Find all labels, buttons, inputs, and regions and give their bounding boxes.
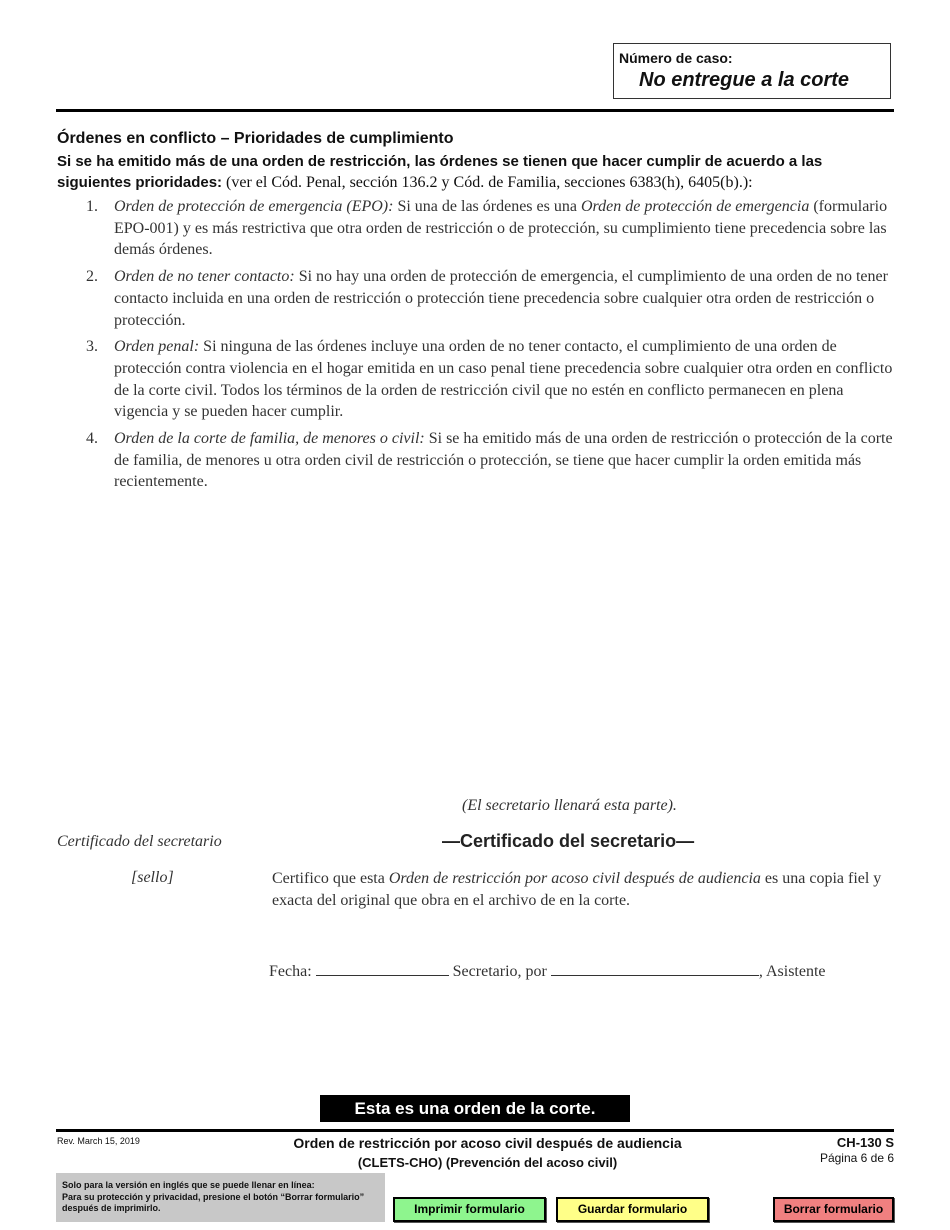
save-form-button[interactable]: Guardar formulario <box>556 1197 709 1222</box>
court-order-banner: Esta es una orden de la corte. <box>320 1095 630 1122</box>
certify-form-name: Orden de restricción por acoso civil después de audiencia <box>388 870 761 887</box>
seal-placeholder: [sello] <box>131 869 174 886</box>
priority-text-rest: (formulario EPO-001) y es más restrictiva que otra orden de restricción o de protección, su cumplimiento tiene precedencia sobre las demás órdenes. <box>114 198 888 259</box>
intro-reference: (ver el Cód. Penal, sección 136.2 y Cód. de Familia, secciones 6383(h), 6405(b).): <box>222 174 753 191</box>
priority-item <box>86 196 894 261</box>
date-field[interactable] <box>316 961 449 976</box>
signature-line <box>269 961 826 981</box>
notice-line-1: Solo para la versión en inglés que se puede llenar en línea: <box>62 1180 315 1190</box>
clerk-certificate-heading: —Certificado del secretario— <box>442 831 695 851</box>
top-divider <box>56 109 894 112</box>
form-subtitle: (CLETS-CHO) (Prevención del acoso civil) <box>357 1155 618 1170</box>
clerk-by-label: Secretario, por <box>448 963 551 980</box>
priority-number: 3. <box>86 338 98 356</box>
page-number: Página 6 de 6 <box>819 1151 894 1165</box>
revision-date: Rev. March 15, 2019 <box>57 1136 140 1146</box>
form-title-main: Orden de restricción por acoso civil después de audiencia <box>293 1135 682 1151</box>
priority-title: Orden de protección de emergencia (EPO): <box>114 198 394 215</box>
privacy-notice <box>56 1173 385 1222</box>
priority-item <box>86 336 894 423</box>
deputy-label: , Asistente <box>758 963 826 980</box>
intro-bold-text: Si se ha emitido más de una orden de restricción, las órdenes se tienen que hacer cumplir de acuerdo a las siguientes prioridades: <box>57 153 823 191</box>
clerk-side-label: Certificado del secretario <box>57 833 222 850</box>
certification-text <box>272 868 892 912</box>
certify-text-end: es una copia fiel y exacta del original que obra en el archivo de en la corte. <box>272 870 882 909</box>
priority-number: 2. <box>86 268 98 286</box>
priority-text: Si una de las órdenes es una <box>393 198 581 215</box>
priority-number: 4. <box>86 430 98 448</box>
priority-title: Orden de la corte de familia, de menores o civil: <box>114 430 425 448</box>
print-form-button[interactable]: Imprimir formulario <box>393 1197 546 1222</box>
priority-item <box>86 266 894 331</box>
bottom-divider <box>56 1129 894 1132</box>
priority-text-italic: Orden de protección de emergencia <box>580 198 810 215</box>
priority-title: Orden de no tener contacto: <box>114 268 295 286</box>
form-identifier <box>820 1135 894 1166</box>
certify-text-start: Certifico que esta <box>272 870 389 887</box>
section-title: Órdenes en conflicto – Prioridades de cumplimiento <box>57 130 454 147</box>
case-number-label: Número de caso: <box>619 50 733 66</box>
priority-list <box>86 196 894 498</box>
form-number: CH-130 S <box>836 1135 894 1150</box>
section-intro <box>57 151 895 193</box>
priority-text: Si ninguna de las órdenes incluye una orden de no tener contacto, el cumplimiento de una orden de protección contra violencia en el hogar emitida en un caso penal tiene precedencia sobre cualquier otra orden en conflicto de la corte civil. Todos los términos de la orden de restricción civil que no estén en conflicto permanecen en plena vigencia y se pueden hacer cumplir. <box>114 338 893 421</box>
clear-form-button[interactable]: Borrar formulario <box>773 1197 894 1222</box>
clerk-signature-field[interactable] <box>551 961 759 976</box>
case-number-box <box>613 43 891 99</box>
case-number-value: No entregue a la corte <box>639 69 850 91</box>
priority-text: Si no hay una orden de protección de emergencia, el cumplimiento de una orden de no tener contacto incluida en una orden de restricción o protección tiene precedencia sobre cualquier otra orden de restricción o protección. <box>114 268 888 329</box>
priority-item <box>86 428 894 493</box>
priority-title: Orden penal: <box>114 338 200 356</box>
clerk-note: (El secretario llenará esta parte). <box>462 797 677 814</box>
form-title <box>240 1134 735 1172</box>
notice-line-2: Para su protección y privacidad, presione el botón “Borrar formulario” después de imprimirlo. <box>62 1191 365 1213</box>
priority-text: Si se ha emitido más de una orden de restricción o protección de la corte de familia, de menores u otra orden civil de restricción o protección, se tiene que hacer cumplir la orden emitida más recientemente. <box>114 430 893 491</box>
priority-number: 1. <box>86 198 98 215</box>
date-label: Fecha: <box>269 963 312 980</box>
